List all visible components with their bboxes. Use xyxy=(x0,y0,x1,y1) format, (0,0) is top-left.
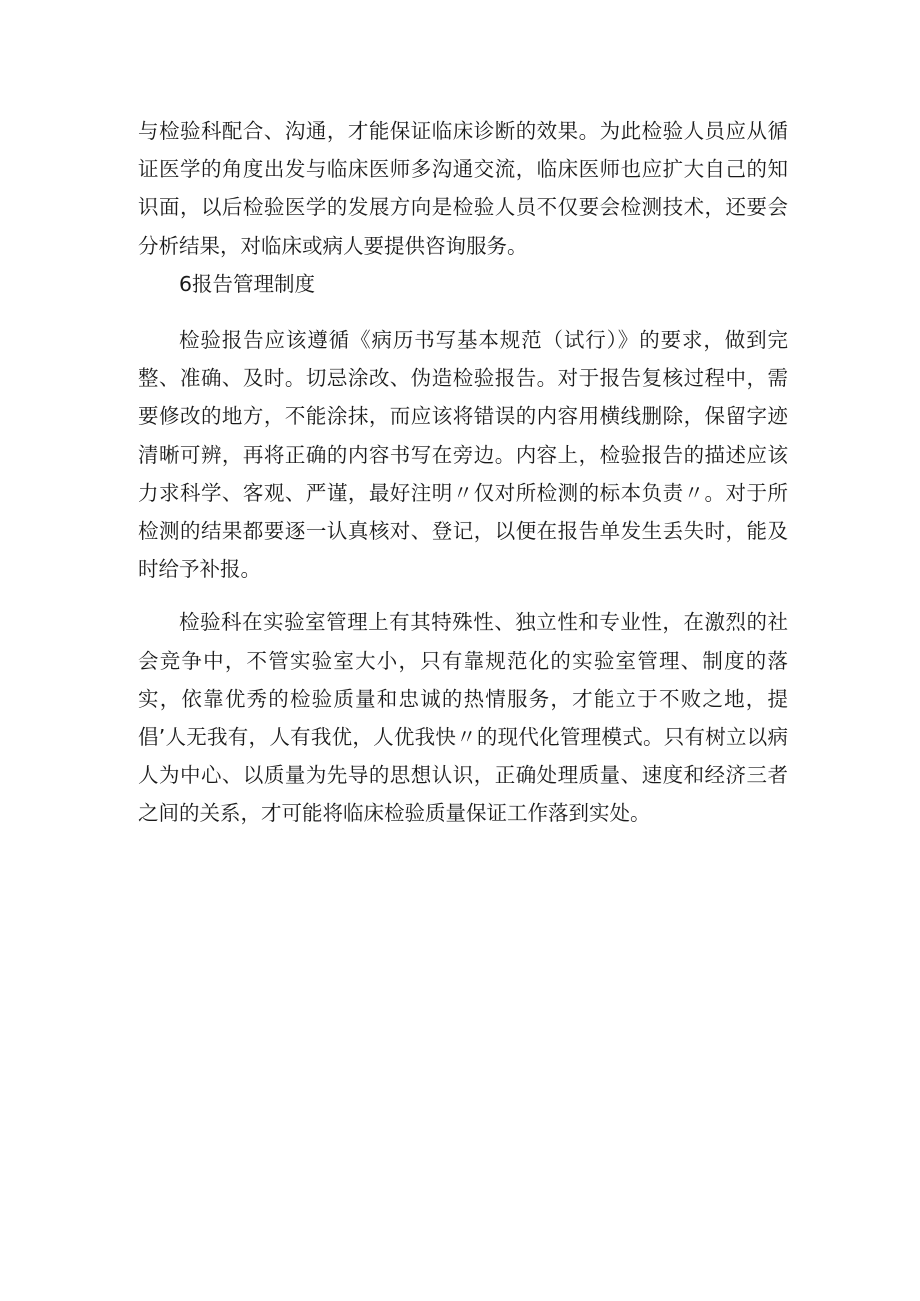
paragraph-lab-management: 检验科在实验室管理上有其特殊性、独立性和专业性，在激烈的社会竞争中，不管实验室大小，只有靠规范化的实验室管理、制度的落实，依靠优秀的检验质量和忠诚的热情服务，才能立于不败之地，提倡’人无我有，人有我优，人优我快〃的现代化管理模式。只有树立以病人为中心、以质量为先导的思想认识，正确处理质量、速度和经济三者之间的关系，才可能将临床检验质量保证工作落到实处。 xyxy=(138,610,788,826)
section-heading: 6报告管理制度 xyxy=(179,271,316,296)
paragraph-continuation: 与检验科配合、沟通，才能保证临床诊断的效果。为此检验人员应从循证医学的角度出发与临床医师多沟通交流，临床医师也应扩大自己的知识面，以后检验医学的发展方向是检验人员不仅要会检测技术，还要会分析结果，对临床或病人要提供咨询服务。 xyxy=(138,119,788,258)
document-body xyxy=(138,112,788,833)
paragraph-report-rules: 检验报告应该遵循《病历书写基本规范（试行）》的要求，做到完整、准确、及时。切忌涂改、伪造检验报告。对于报告复核过程中，需要修改的地方，不能涂抹，而应该将错误的内容用横线删除，保留字迹清晰可辨，再将正确的内容书写在旁边。内容上，检验报告的描述应该力求科学、客观、严谨，最好注明〃仅对所检测的标本负责〃。对于所检测的结果都要逐一认真核对、登记，以便在报告单发生丢失时，能及时给予补报。 xyxy=(138,328,788,582)
